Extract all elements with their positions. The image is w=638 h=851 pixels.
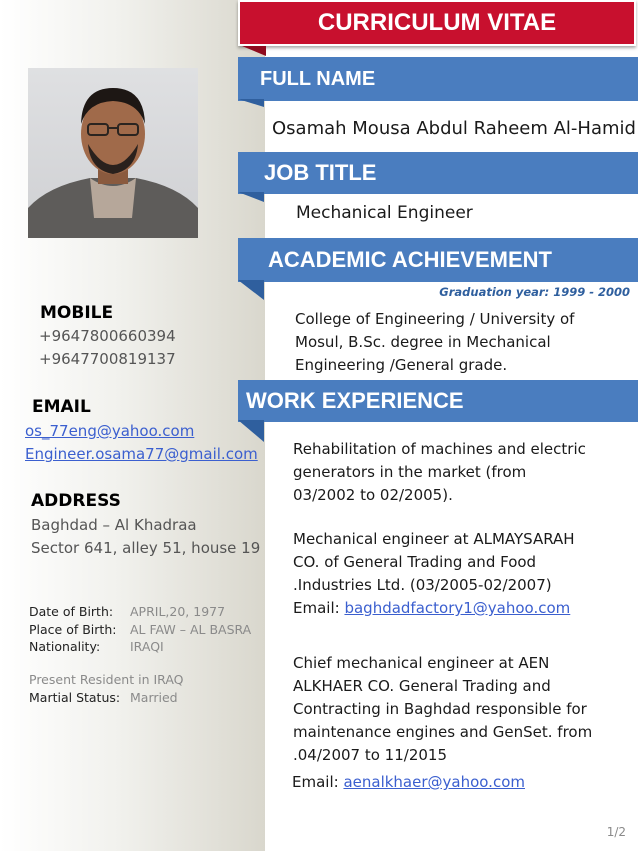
profile-photo xyxy=(28,68,198,238)
dob-row: Date of Birth: APRIL,20, 1977 xyxy=(29,604,226,619)
person-portrait-icon xyxy=(28,68,198,238)
pob-row: Place of Birth: AL FAW – AL BASRA xyxy=(29,622,252,637)
mobile-heading: MOBILE xyxy=(40,303,114,323)
full-name-band xyxy=(238,57,638,101)
email-link-2[interactable]: Engineer.osama77@gmail.com xyxy=(25,445,258,463)
job2-email-link[interactable]: baghdadfactory1@yahoo.com xyxy=(344,599,571,617)
academic-band xyxy=(238,238,638,282)
job-title-band xyxy=(238,152,638,194)
title-fold-decoration xyxy=(242,46,266,56)
marital-row: Martial Status: Married xyxy=(29,690,178,705)
job3-email-link[interactable]: aenalkhaer@yahoo.com xyxy=(343,773,525,791)
email-link-1[interactable]: os_77eng@yahoo.com xyxy=(25,422,195,440)
page-number: 1/2 xyxy=(606,825,626,839)
full-name-heading: FULL NAME xyxy=(260,67,376,90)
job-title-heading: JOB TITLE xyxy=(264,160,377,185)
job3-email-row: Email: aenalkhaer@yahoo.com xyxy=(292,773,525,791)
nationality-row: Nationality: IRAQI xyxy=(29,639,164,654)
academic-heading: ACADEMIC ACHIEVEMENT xyxy=(268,247,552,272)
full-name-fold xyxy=(238,99,264,121)
resident-row: Present Resident in IRAQ xyxy=(29,672,184,687)
email-heading: EMAIL xyxy=(32,397,91,417)
job-title-value: Mechanical Engineer xyxy=(296,203,473,223)
work-experience-heading: WORK EXPERIENCE xyxy=(246,388,464,413)
email-list xyxy=(25,420,258,466)
address-text: Baghdad – Al Khadraa Sector 641, alley 51, house 19 xyxy=(31,516,261,557)
job-entry-3: Chief mechanical engineer at AEN ALKHAER CO. General Trading and Contracting in Baghdad responsible for maintenance engines and GenSet. from .04/2007 to 11/2015 xyxy=(293,654,593,764)
cv-title: CURRICULUM VITAE xyxy=(317,9,557,36)
work-experience-band xyxy=(238,380,638,422)
job-entry-2: Mechanical engineer at ALMAYSARAH CO. of General Trading and Food .Industries Ltd. (03/2005-02/2007) Email: baghdadfactory1@yahoo.com xyxy=(293,530,575,617)
address-heading: ADDRESS xyxy=(31,491,121,511)
job-title-fold xyxy=(238,192,264,214)
mobile-numbers: +9647800660394 +9647700819137 xyxy=(39,327,176,368)
job-entry-1: Rehabilitation of machines and electric generators in the market (from 03/2002 to 02/2005). xyxy=(293,440,586,504)
cv-title-banner xyxy=(238,0,636,46)
full-name-value: Osamah Mousa Abdul Raheem Al-Hamid xyxy=(272,118,636,139)
academic-fold xyxy=(238,280,264,302)
graduation-year: Graduation year: 1999 - 2000 xyxy=(439,285,630,299)
academic-description: College of Engineering / University of Mosul, B.Sc. degree in Mechanical Engineering /General grade. xyxy=(295,310,575,374)
